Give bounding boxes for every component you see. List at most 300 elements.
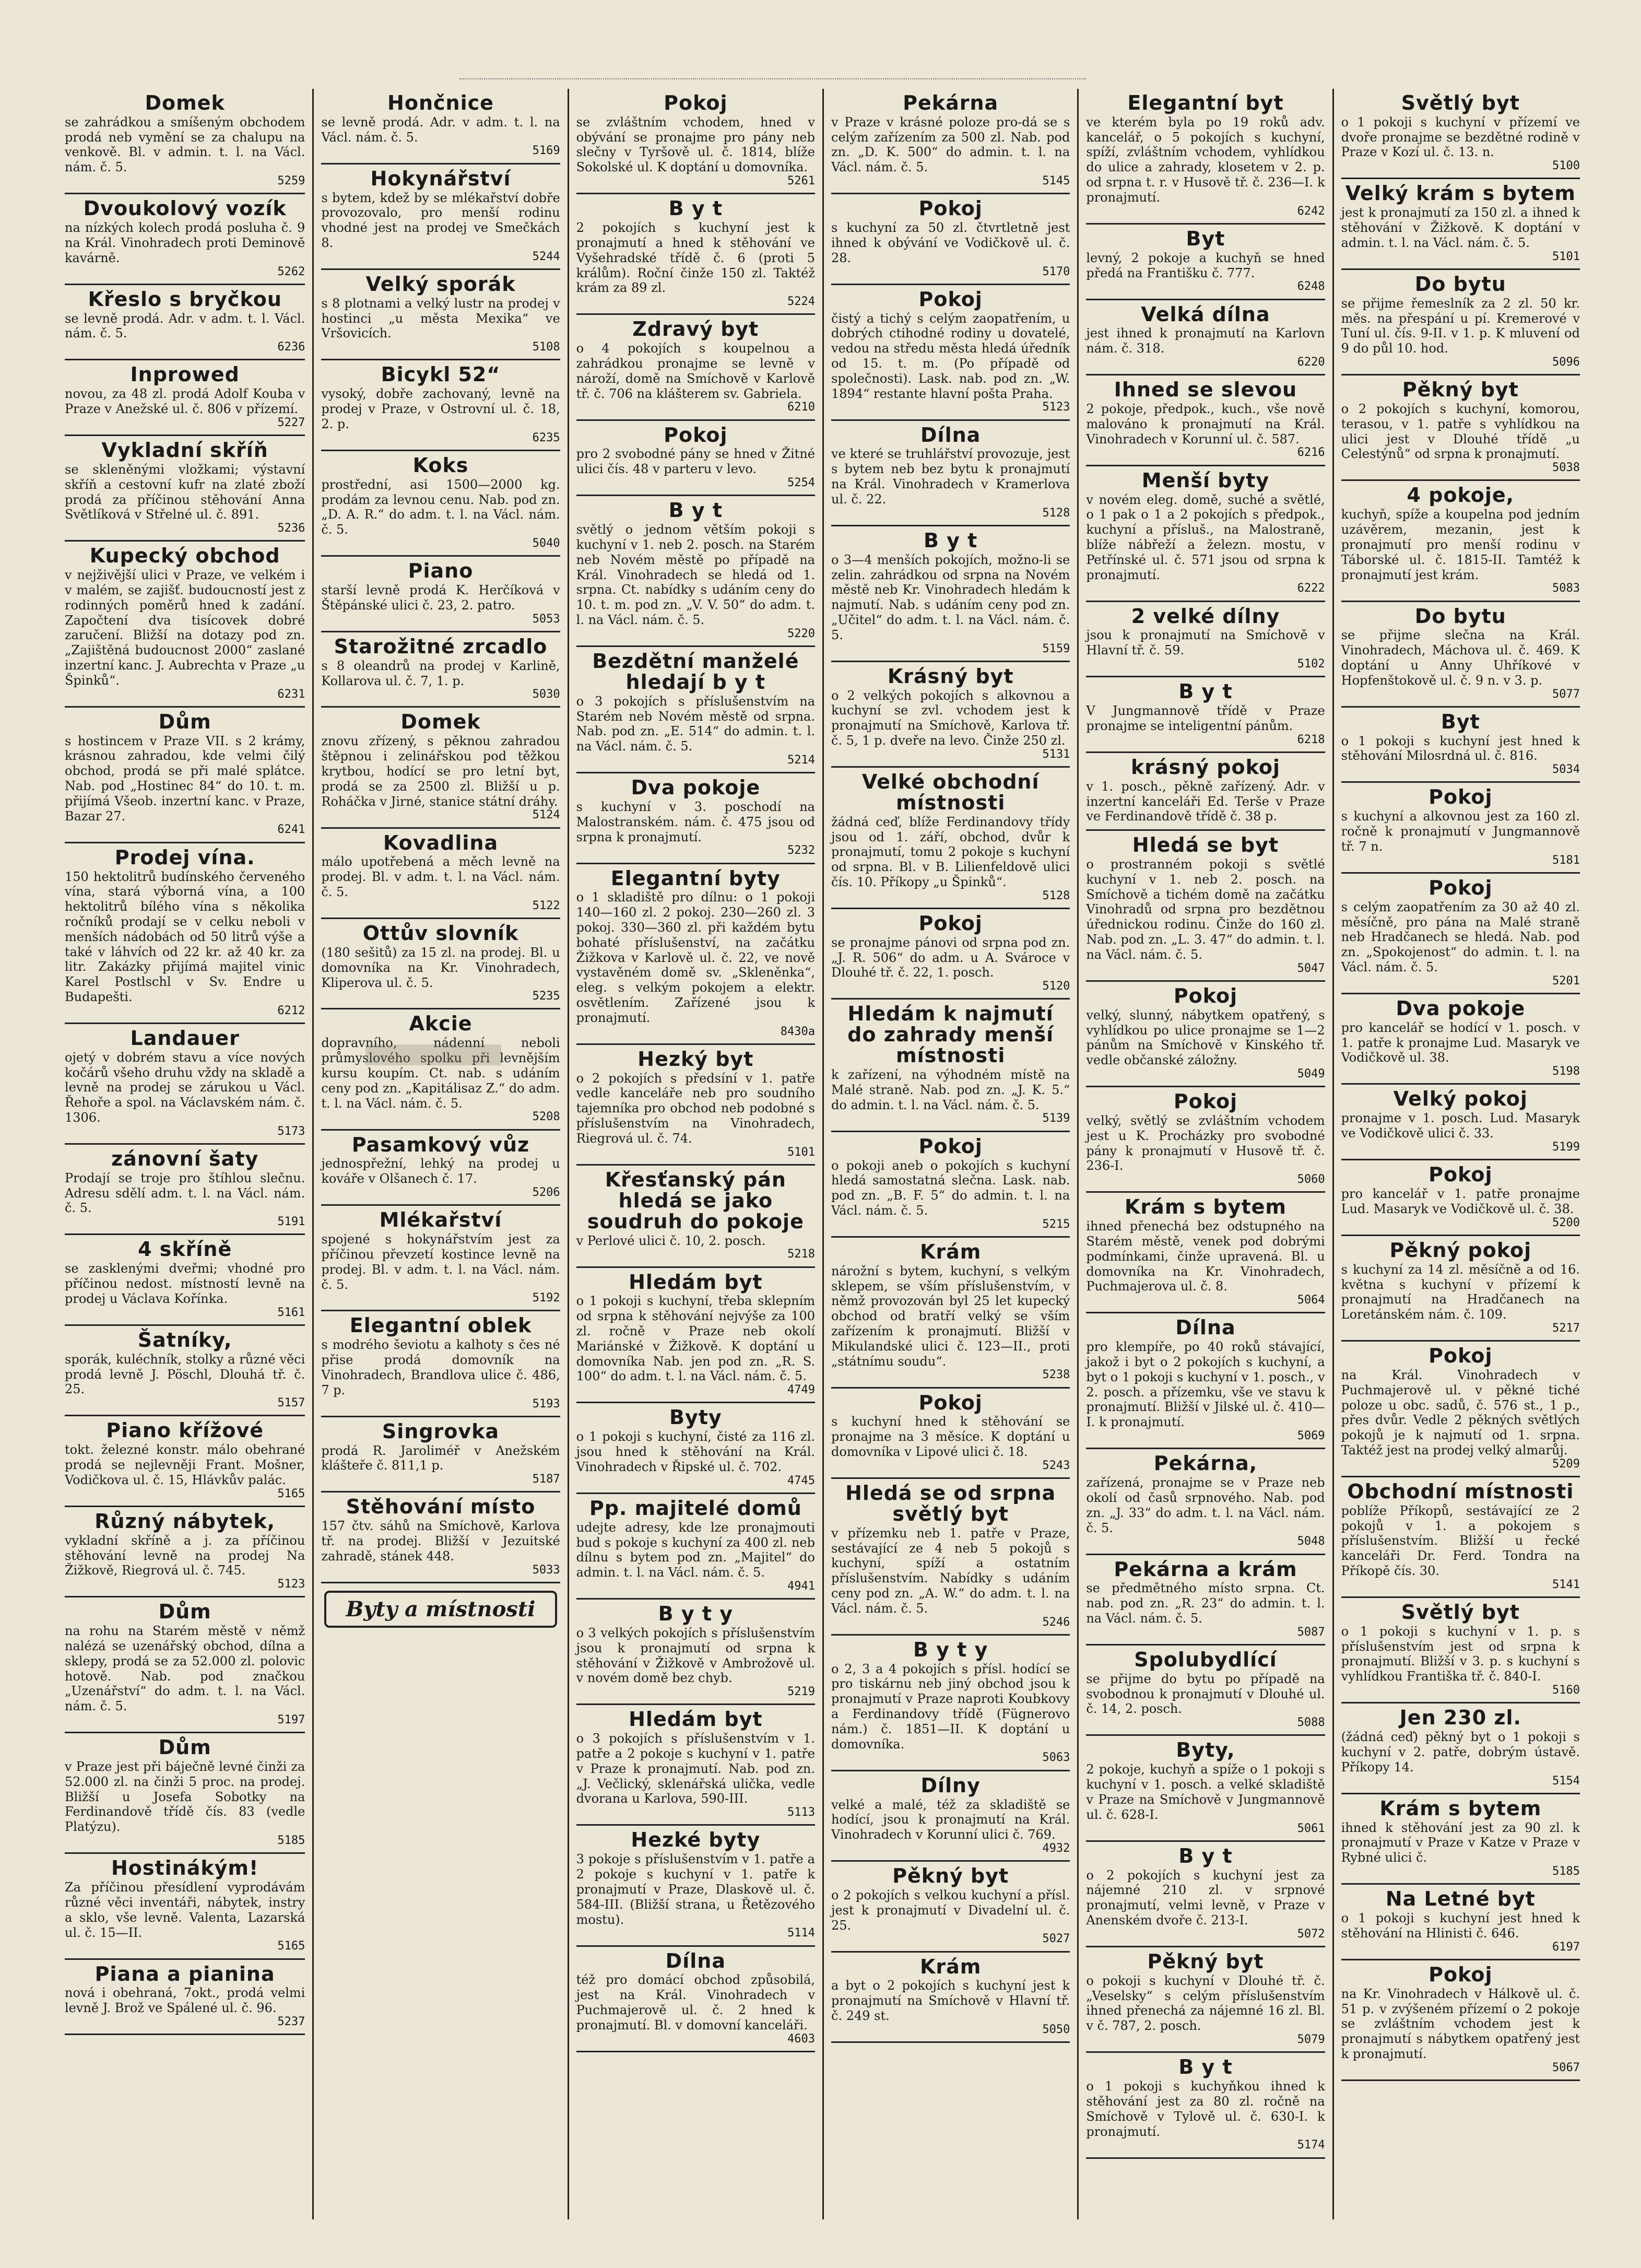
classified-ad bbox=[1341, 1236, 1580, 1342]
ad-number: 5198 bbox=[1552, 1065, 1580, 1078]
ad-text: s 8 plotnami a velký lustr na prodej v hostinci „u města Mexika“ ve Vršovicích. bbox=[321, 296, 560, 341]
ad-number: 5159 bbox=[1042, 642, 1070, 655]
ad-text: pro kancelář se hodící v 1. posch. v 1. patře k pronajme Lud. Masaryk ve Vodičkově ul. 38. bbox=[1341, 1020, 1580, 1065]
classified-ad bbox=[321, 919, 560, 1009]
classified-ad bbox=[831, 421, 1070, 526]
ad-title: Ihned se slevou bbox=[1114, 378, 1297, 402]
classified-ad bbox=[831, 1771, 1070, 1862]
ad-number: 5191 bbox=[277, 1215, 305, 1229]
ad-title: 4 skříně bbox=[138, 1238, 232, 1261]
ad-title: Koks bbox=[412, 453, 469, 477]
ad-number: 5157 bbox=[277, 1396, 305, 1410]
classified-ad bbox=[576, 1494, 815, 1600]
ad-title: Světlý byt bbox=[1401, 91, 1520, 114]
ad-title: Hokynářství bbox=[370, 167, 511, 190]
classified-ad bbox=[321, 1206, 560, 1311]
classified-ad bbox=[321, 708, 560, 828]
ad-number: 5262 bbox=[277, 265, 305, 278]
ad-number: 5053 bbox=[532, 612, 560, 626]
ad-number: 5064 bbox=[1297, 1294, 1325, 1307]
ad-title: Dva pokoje bbox=[631, 776, 761, 800]
ad-number: 5113 bbox=[787, 1806, 815, 1819]
classified-ad bbox=[1086, 1313, 1325, 1449]
ad-title: Singrovka bbox=[382, 1419, 500, 1443]
ad-title: Krásný byt bbox=[887, 664, 1014, 688]
ad-text: ihned k stěhování jest za 90 zl. k pronajmutí v Praze v Katze v Praze v Rybné ulici č. bbox=[1341, 1820, 1580, 1865]
classified-ad bbox=[576, 89, 815, 194]
ad-text: na nízkých kolech prodá posluha č. 9 na Král. Vinohradech proti Deminově kavárně. bbox=[65, 220, 305, 265]
classified-ad bbox=[65, 843, 305, 1024]
ad-number: 5236 bbox=[277, 522, 305, 535]
ad-number: 5246 bbox=[1042, 1615, 1070, 1629]
ad-number: 5224 bbox=[787, 295, 815, 309]
ad-number: 5170 bbox=[1042, 265, 1070, 278]
ad-text: o 3 velkých pokojích s příslušenstvím jsou k pronajmutí od srpna k stěhování v Žižkově v Ambrožově ul. v novém domě bez chyb. bbox=[576, 1626, 815, 1686]
ad-text: s kuchyní za 14 zl. měsíčně a od 16. května s kuchyní v přízemí k pronajmutí na Hradčanech na Loretánském nám. č. 109. bbox=[1341, 1262, 1580, 1322]
classified-ad bbox=[321, 360, 560, 451]
classified-ad bbox=[1086, 1736, 1325, 1841]
ad-text: V Jungmannově třídě v Praze pronajme se inteligentní pánům. bbox=[1086, 703, 1325, 733]
ad-title: Pokoj bbox=[1173, 984, 1238, 1007]
ad-number: 5201 bbox=[1552, 974, 1580, 988]
ad-text: v nejživější ulici v Praze, ve velkém i v malém, se zajišť. budoucností jest z rodinných poměrů hned k zadání. Započtení dva tisícovek dobré zaručení. Bližší na dotazy pod zn. „Zajištěná budoucnost 2000“ zaslané inzertní kanc. J. Aubrechta v Praze „u Špinků“. bbox=[65, 568, 305, 688]
classified-ad bbox=[576, 496, 815, 647]
ad-text: pronajme v 1. posch. Lud. Masaryk ve Vodičkově ulici č. 33. bbox=[1341, 1111, 1580, 1141]
ad-text: o 2 pokojích s kuchyní jest za nájemné 210 zl. v srpnové pronajmutí, velmi levně, v Praze v Anenském dvoře č. 213-I. bbox=[1086, 1867, 1325, 1928]
ad-text: spojené s hokynářstvím jest za příčinou převzetí kostince levně na prodej. Bl. v adm. t. l. na Václ. nám. č. 5. bbox=[321, 1232, 560, 1292]
ad-number: 5161 bbox=[277, 1306, 305, 1319]
ad-title: Piano bbox=[408, 559, 474, 583]
ad-title: Bicykl 52“ bbox=[381, 363, 501, 386]
ad-title: Do bytu bbox=[1414, 272, 1506, 296]
classified-ad bbox=[1341, 1885, 1580, 1960]
ad-text: novou, za 48 zl. prodá Adolf Kouba v Praze v Anežské ul. č. 806 v přízemí. bbox=[65, 386, 305, 417]
ad-number: 5088 bbox=[1297, 1716, 1325, 1730]
classified-ad bbox=[831, 285, 1070, 421]
ad-title: Krám s bytem bbox=[1379, 1796, 1542, 1820]
classified-ad bbox=[1086, 1555, 1325, 1646]
ad-number: 5083 bbox=[1552, 582, 1580, 595]
ad-number: 6235 bbox=[532, 431, 560, 444]
ad-text: s celým zaopatřením za 30 až 40 zl. měsíčně, pro pána na Malé straně neb Hradčanech se hledá. Nab. pod zn. „Spokojenost“ do admin. t. l. na Václ. nám. č. 5. bbox=[1341, 899, 1580, 975]
ad-text: málo upotřebená a měch levně na prodej. Bl. v adm. t. l. na Václ. nám. č. 5. bbox=[321, 854, 560, 900]
ad-title: Mlékařství bbox=[379, 1208, 502, 1232]
classified-ad bbox=[1086, 1449, 1325, 1555]
ad-text: ve kterém byla po 19 roků adv. kancelář, o 5 pokojích s kuchyní, spíží, zvláštním vchodem, vyhlídkou do ulice a zahrady, klosetem v 2. p. od srpna t. r. v Husově tř. č. 236—I. k pronajmutí. bbox=[1086, 114, 1325, 205]
ad-number: 5244 bbox=[532, 250, 560, 263]
ad-title: Dílna bbox=[1175, 1316, 1236, 1339]
classified-ad bbox=[321, 451, 560, 557]
ad-text: Prodají se troje pro štíhlou slečnu. Adresu sdělí adm. t. l. na Václ. nám. č. 5. bbox=[65, 1170, 305, 1216]
classified-ad bbox=[1341, 783, 1580, 873]
ad-text: kuchyň, spíže a koupelna pod jedním uzávěrem, mezanin, jest k pronajmutí pro menší rodinu v Táborské ul. č. 1815-II. Tamtéž k pronajmutí jest krám. bbox=[1341, 507, 1580, 582]
ad-title: Stěhování místo bbox=[346, 1495, 536, 1519]
ad-text: o 2 pokojích s předsíní v 1. patře vedle kanceláře neb pro soudního tajemníka pro obchod neb podobné s příslušenstvím na Vinohradech, Riegrová ul. č. 74. bbox=[576, 1071, 815, 1146]
classified-ad bbox=[1086, 1646, 1325, 1736]
page-header-rule bbox=[459, 78, 1086, 85]
ad-text: v přízemku neb 1. patře v Praze, sestávající ze 4 neb 5 pokojů s kuchyní, spíží a ostatním příslušenstvím. Nabídky s udáním ceny pod zn. „A. W.“ do adm. t. l. na Václ. nám. č. 5. bbox=[831, 1525, 1070, 1616]
classified-ad bbox=[576, 773, 815, 864]
ad-number: 5192 bbox=[532, 1291, 560, 1305]
ad-title: Pokoj bbox=[1429, 1344, 1493, 1368]
ad-text: velké a malé, též za skladiště se hodící, jsou k pronajmutí na Král. Vinohradech v Korunní ulici č. 769. bbox=[831, 1797, 1070, 1842]
ad-text: o 1 pokoji s kuchyní, třeba sklepním od srpna k stěhování nejvýše za 100 zl. ročně v Praze neb okolí Mariánské v Žižkově. K doptání u domovníka Nab. jen pod zn. „R. S. 100“ do adm. t. l. na Václ. nám. č. 5. bbox=[576, 1294, 815, 1384]
ad-number: 5050 bbox=[1042, 2023, 1070, 2036]
ad-text: pro 2 svobodné pány se hned v Žitné ulici čís. 48 v parteru v levo. bbox=[576, 446, 815, 477]
ad-title: Pokoj bbox=[664, 91, 728, 114]
classified-ad bbox=[321, 164, 560, 270]
ad-title: Křeslo s bryčkou bbox=[88, 287, 282, 311]
ad-number: 4603 bbox=[787, 2032, 815, 2046]
classified-ad bbox=[1341, 874, 1580, 994]
ad-number: 5128 bbox=[1042, 889, 1070, 902]
ad-text: (žádná ceď) pěkný byt o 1 pokoji s kuchyní v 2. patře, dobrým ústavě. Příkopy 14. bbox=[1341, 1730, 1580, 1775]
ad-text: prodá R. Jaroliméř v Anežském klášteře č. 811,1 p. bbox=[321, 1443, 560, 1473]
ad-title: Inprowed bbox=[130, 363, 240, 386]
classified-ad bbox=[321, 270, 560, 360]
print-smudge bbox=[365, 1044, 501, 1065]
classified-ad bbox=[65, 708, 305, 843]
classified-ad bbox=[831, 768, 1070, 909]
ad-number: 5220 bbox=[787, 627, 815, 640]
ad-text: na Král. Vinohradech v Puchmajerově ul. v pěkné tiché poloze u obc. sadů, č. 576 st., 1 p., přes dvůr. Vedle 2 pěkných světlých pokojů je k najmutí od 1. srpna. Taktéž jest na prodej velký almarůj. bbox=[1341, 1367, 1580, 1458]
column-4 bbox=[822, 89, 1077, 2219]
ad-number: 5141 bbox=[1552, 1578, 1580, 1591]
classified-ad bbox=[65, 89, 305, 194]
classified-ad bbox=[1341, 270, 1580, 375]
column-2 bbox=[312, 89, 567, 2219]
ad-text: 2 pokoje, kuchyň a spíže o 1 pokoji s kuchyní v 1. posch. a velké skladiště v Praze na Smíchově v Jungmannově ul. č. 628-I. bbox=[1086, 1762, 1325, 1822]
ad-title: Byty bbox=[669, 1406, 722, 1429]
ad-text: s kuchyní hned k stěhování se pronajme na 3 měsíce. K doptání u domovníka v Lipové ulici č. 18. bbox=[831, 1414, 1070, 1460]
ad-text: o pokoji aneb o pokojích s kuchyní hledá samostatná slečna. Lask. nab. pod zn. „B. F. 5“ do admin. t. l. na Václ. nám. č. 5. bbox=[831, 1158, 1070, 1218]
ad-text: sporák, kuléchník, stolky a různé věci prodá levně J. Pöschl, Dlouhá tř. č. 25. bbox=[65, 1352, 305, 1397]
ad-text: 2 pokoje, předpok., kuch., vše nově malováno k pronajmutí na Král. Vinohradech v Korunní ul. č. 587. bbox=[1086, 402, 1325, 446]
classified-ad bbox=[321, 1009, 560, 1130]
classified-ad bbox=[65, 1507, 305, 1597]
classified-ad bbox=[321, 632, 560, 708]
ad-number: 5122 bbox=[532, 899, 560, 912]
ad-title: B y t y bbox=[913, 1638, 988, 1661]
classified-ad bbox=[65, 1235, 305, 1325]
ad-text: se přijme slečna na Král. Vinohradech, Máchova ul. č. 469. K doptání u Anny Uhříkové v Hopfenštokově ul. č. 9 n. v 3. p. bbox=[1341, 628, 1580, 688]
ad-number: 8430a bbox=[780, 1025, 815, 1038]
ad-number: 6216 bbox=[1297, 446, 1325, 460]
ad-text: k zařízení, na výhodném místě na Malé straně. Nab. pod zn. „J. K. 5.“ do admin. t. l. na Václ. nám. č. 5. bbox=[831, 1067, 1070, 1112]
ad-title: Hledám byt bbox=[629, 1270, 763, 1294]
ad-text: dopravního, nádenní neboli průmyslového spolku při levnějším kursu koupím. Ct. nab. s udáním ceny pod zn. „Kapitálisaz Z.“ do adm. t. l. na Václ. nám. č. 5. bbox=[321, 1036, 560, 1111]
ad-title: Bezdětní manželé hledají b y t bbox=[592, 649, 799, 694]
classified-ad bbox=[1086, 677, 1325, 753]
ad-number: 5227 bbox=[277, 416, 305, 429]
ad-title: Pokoj bbox=[918, 911, 983, 935]
ad-title: Pasamkový vůz bbox=[351, 1133, 530, 1156]
ad-title: Pokoj bbox=[1429, 876, 1493, 899]
ad-title: Dvoukolový vozík bbox=[83, 197, 287, 220]
ad-number: 5087 bbox=[1297, 1625, 1325, 1639]
classified-ad bbox=[1341, 1342, 1580, 1477]
ad-text: o 1 pokoji s kuchyní jest hned k stěhování Milosrdná ul. č. 816. bbox=[1341, 733, 1580, 763]
classified-ad bbox=[1341, 1598, 1580, 1703]
ad-number: 5219 bbox=[787, 1685, 815, 1699]
ad-title: B y t bbox=[668, 197, 723, 220]
ad-number: 5173 bbox=[277, 1124, 305, 1138]
ad-title: Domek bbox=[400, 710, 481, 734]
ad-title: Velké obchodní místnosti bbox=[861, 770, 1040, 814]
ad-title: B y t bbox=[668, 499, 723, 522]
classified-ad bbox=[65, 1145, 305, 1235]
classified-ad bbox=[576, 647, 815, 773]
ad-number: 5047 bbox=[1297, 961, 1325, 975]
ad-number: 5243 bbox=[1042, 1459, 1070, 1472]
ad-title: Elegantní byty bbox=[610, 866, 781, 890]
ad-number: 5120 bbox=[1042, 980, 1070, 993]
ad-number: 6242 bbox=[1297, 204, 1325, 218]
ad-text: jest k pronajmutí za 150 zl. a ihned k stěhování v Žižkově. K doptání v admin. t. l. na Václ. nám. č. 5. bbox=[1341, 205, 1580, 250]
ad-number: 5208 bbox=[532, 1110, 560, 1124]
classified-ad bbox=[576, 1600, 815, 1705]
ad-title: Hledám k najmutí do zahrady menší místnosti bbox=[847, 1002, 1054, 1067]
ad-number: 5181 bbox=[1552, 853, 1580, 867]
classified-ad bbox=[576, 1166, 815, 1268]
ad-number: 5123 bbox=[277, 1578, 305, 1591]
ad-number: 5096 bbox=[1552, 356, 1580, 369]
ad-title: Zdravý byt bbox=[632, 318, 759, 341]
ad-number: 5048 bbox=[1297, 1535, 1325, 1548]
classified-ad bbox=[321, 557, 560, 632]
ad-title: Menší byty bbox=[1141, 468, 1270, 492]
ad-text: jsou k pronajmutí na Smíchově v Hlavní tř. č. 59. bbox=[1086, 628, 1325, 658]
ad-text: 2 pokojích s kuchyní jest k pronajmutí a hned k stěhování ve Vyšehradské třídě č. 6 (proti 5 králům). Roční činže 150 zl. Taktéž krám za 89 zl. bbox=[576, 220, 815, 296]
ad-title: Kovadlina bbox=[383, 831, 499, 854]
classified-ad bbox=[1341, 481, 1580, 602]
ad-number: 5038 bbox=[1552, 461, 1580, 475]
ad-number: 5108 bbox=[532, 340, 560, 354]
ad-text: se zasklenými dveřmi; vhodné pro příčinou nedost. místností levně na prodej u Václava Kořínka. bbox=[65, 1261, 305, 1306]
ad-title: Pokoj bbox=[1429, 1963, 1493, 1986]
ad-title: Krám bbox=[919, 1955, 982, 1978]
ad-text: s modrého ševiotu a kalhoty s čes né přise prodá domovník na Vinohradech, Brandlova ulice č. 486, 7 p. bbox=[321, 1337, 560, 1397]
ad-number: 5061 bbox=[1297, 1822, 1325, 1835]
ad-title: Elegantní oblek bbox=[349, 1314, 532, 1337]
classified-ad bbox=[1341, 602, 1580, 708]
ad-number: 5154 bbox=[1552, 1774, 1580, 1788]
ad-title: Pokoj bbox=[664, 423, 728, 446]
classified-ad bbox=[65, 194, 305, 285]
ad-title: Dům bbox=[158, 710, 211, 733]
classified-ad bbox=[1341, 994, 1580, 1085]
ad-number: 6212 bbox=[277, 1004, 305, 1017]
ad-title: Vykladní skříň bbox=[101, 439, 268, 462]
ad-text: nárožní s bytem, kuchyní, s velkým sklepem, se vším příslušenstvím, v němž provozován byl 25 let kupecký obchod od bratří velký se vším zařízením k pronajmutí. Bližší v Mikulandské ulici č. 123—II., proti „státnímu soudu“. bbox=[831, 1263, 1070, 1369]
ad-text: s kuchyní za 50 zl. čtvrtletně jest ihned k obývání ve Vodičkově ul. č. 28. bbox=[831, 220, 1070, 265]
ad-title: B y t bbox=[1178, 1844, 1233, 1867]
ad-title: B y t bbox=[1178, 2055, 1233, 2079]
classified-ad bbox=[1086, 1842, 1325, 1947]
ad-text: o prostranném pokoji s světlé kuchyní v 1. neb 2. posch. na Smíchově a tichém domě na začátku Vinohradů od srpna pro bezdětnou úřednickou rodinu. Činže do 160 zl. Nab. pod zn. „L. 3. 47“ do admin. t. l. na Václ. nám. č. 5. bbox=[1086, 857, 1325, 962]
ad-number: 6236 bbox=[277, 340, 305, 354]
ad-title: 4 pokoje, bbox=[1407, 484, 1515, 507]
ad-title: Piano křížové bbox=[106, 1419, 264, 1442]
ad-title: Pekárna, bbox=[1153, 1452, 1258, 1475]
ad-number: 4745 bbox=[787, 1474, 815, 1487]
ad-title: Dva pokoje bbox=[1396, 997, 1526, 1020]
ad-text: o 3 pokojích s příslušenstvím v 1. patře a 2 pokoje s kuchyní v 1. patře v Praze k pronajmutí. Nab. pod zn. „J. Večlický, sklenářská ulička, vedle dvorana u Karlova, 590-III. bbox=[576, 1731, 815, 1806]
classified-ad bbox=[1341, 708, 1580, 783]
ad-number: 5145 bbox=[1042, 174, 1070, 188]
ad-text: na rohu na Starém městě v němž nalézá se uzenářský obchod, dílna a sklepy, prodá se za 52.000 zl. polovic hotově. Nab. pod značkou „Uzenářství“ do adm. t. l. na Václ. nám. č. 5. bbox=[65, 1624, 305, 1714]
ad-text: ojetý v dobrém stavu a více nových kočárů všeho druhu vždy na skladě a levně na prodej se zárukou u Václ. Řehoře a spol. na Václavském nám. č. 1306. bbox=[65, 1050, 305, 1125]
ad-title: Šatníky, bbox=[137, 1328, 232, 1352]
classified-ad bbox=[831, 662, 1070, 768]
classified-ad bbox=[576, 864, 815, 1045]
ad-number: 5131 bbox=[1042, 747, 1070, 761]
ad-text: o 4 pokojích s koupelnou a zahrádkou pronajme se levně v nároží, domě na Smíchově v Karlově tř. č. 706 na klášterem sv. Gabriela. bbox=[576, 341, 815, 401]
ad-text: o 2 pokojích s velkou kuchyní a přísl. jest k pronajmutí v Divadelní ul. č. 25. bbox=[831, 1888, 1070, 1933]
ad-text: o 1 pokoji s kuchyní, čisté za 116 zl. jsou hned k stěhování na Král. Vinohradech v Řipské ul. č. 702. bbox=[576, 1429, 815, 1474]
classified-ad bbox=[65, 1733, 305, 1854]
classified-ad bbox=[1086, 753, 1325, 831]
ad-title: Pokoj bbox=[918, 1391, 983, 1414]
classified-ad bbox=[831, 1389, 1070, 1479]
ad-number: 5199 bbox=[1552, 1140, 1580, 1154]
classified-ad bbox=[831, 1479, 1070, 1636]
ad-text: o 3 pokojích s příslušenstvím na Starém neb Novém městě od srpna. Nab. pod zn. „E. 514“ do admin. t. l. na Václ. nám. č. 5. bbox=[576, 694, 815, 754]
ad-title: Pokoj bbox=[1429, 1163, 1493, 1186]
ad-number: 5214 bbox=[787, 753, 815, 767]
classified-ad bbox=[321, 1311, 560, 1417]
ad-title: Pekárna bbox=[903, 91, 999, 114]
ad-title: Velký pokoj bbox=[1393, 1087, 1528, 1111]
ad-number: 5165 bbox=[277, 1487, 305, 1500]
ad-text: se levně prodá. Adr. v adm. t. l. Václ. nám. č. 5. bbox=[65, 311, 305, 341]
classified-ad bbox=[576, 421, 815, 497]
classified-ad bbox=[1341, 1794, 1580, 1885]
ad-title: Byt bbox=[1186, 227, 1225, 250]
classified-ad bbox=[65, 1024, 305, 1145]
classified-ad bbox=[1086, 300, 1325, 376]
ad-text: znovu zřízený, s pěknou zahradou štěpnou i zelinářskou pod těžkou krytbou, hodící se pro letní byt, prodá se za 2500 zl. Bližší u p. Roháčka v Jirné, stanice státní dráhy. bbox=[321, 734, 560, 809]
ad-text: se přijme do bytu po případě na svobodnou k pronajmutí v Dlouhé ul. č. 14, 2. posch. bbox=[1086, 1671, 1325, 1717]
ad-text: v novém eleg. domě, suché a světlé, o 1 pak o 1 a 2 pokojích s předpok., kuchyní a přísluš., na Malostraně, blíže nábřeží a železn. mostu, v Petřínské ul. č. 571 jsou od srpna k pronajmutí. bbox=[1086, 492, 1325, 582]
classified-ad bbox=[1341, 1960, 1580, 2081]
column-1 bbox=[57, 89, 312, 2219]
ad-title: Ottův slovník bbox=[362, 922, 519, 945]
classified-ad bbox=[1086, 466, 1325, 602]
ad-number: 5259 bbox=[277, 174, 305, 188]
ad-text: udejte adresy, kde lze pronajmouti bud s pokoje s kuchyní za 400 zl. neb dílnu s bytem pod zn. „Majitel“ do admin. t. l. na Václ. nám. č. 5. bbox=[576, 1520, 815, 1580]
ad-title: Pěkný byt bbox=[892, 1864, 1009, 1888]
classified-ad bbox=[321, 1417, 560, 1493]
ad-text: ve které se truhlářství provozuje, jest s bytem neb bez bytu k pronajmutí na Král. Vinohradech v Kramerlova ul. č. 22. bbox=[831, 446, 1070, 507]
ad-text: nová i obehraná, 7okt., prodá velmi levně J. Brož ve Spálené ul. č. 96. bbox=[65, 1985, 305, 2016]
classified-ad bbox=[1341, 89, 1580, 179]
ad-text: Za příčinou přesídlení vyprodávám různé věci inventáři, nábytek, instry a sklo, vše levně. Valenta, Lazarská ul. č. 15—II. bbox=[65, 1880, 305, 1940]
ad-title: Velká dílna bbox=[1141, 302, 1270, 326]
classified-ad bbox=[831, 1000, 1070, 1132]
ad-text: prostřední, asi 1500—2000 kg. prodám za levnou cenu. Nab. pod zn. „D. A. R.“ do adm. t. l. na Václ. nám. č. 5. bbox=[321, 477, 560, 537]
ad-number: 5067 bbox=[1552, 2061, 1580, 2074]
ad-number: 5235 bbox=[532, 990, 560, 1003]
ad-text: se předmětného místo srpna. Ct. nab. pod zn. „R. 23“ do admin. t. l. na Václ. nám. č. 5. bbox=[1086, 1581, 1325, 1626]
ad-title: B y t bbox=[1178, 680, 1233, 703]
ad-title: Krám s bytem bbox=[1124, 1195, 1286, 1219]
ad-number: 5185 bbox=[1552, 1865, 1580, 1878]
classified-ad bbox=[65, 436, 305, 542]
ad-number: 4932 bbox=[1042, 1841, 1070, 1855]
ad-number: 5101 bbox=[787, 1145, 815, 1159]
classified-ad bbox=[65, 542, 305, 707]
ad-text: žádná ceď, blíže Ferdinandovy třídy jsou od 1. září, obchod, dvůr k pronajmutí, tomu 2 pokoje s kuchyní od srpna. Bl. v B. Lilienfeldově ulici čís. 10. Příkopy „u Špinků“. bbox=[831, 814, 1070, 889]
ad-title: Křesťanský pán hledá se jako soudruh do pokoje bbox=[587, 1168, 804, 1233]
ad-title: 2 velké dílny bbox=[1131, 604, 1280, 628]
ad-number: 5193 bbox=[532, 1397, 560, 1411]
ad-text: též pro domácí obchod způsobilá, jest na Král. Vinohradech v Puchmajerově ul. č. 2 hned k pronajmutí. Bl. v domovní kanceláři. bbox=[576, 1972, 815, 2032]
ad-title: Pokoj bbox=[918, 197, 983, 220]
classified-ad bbox=[576, 1705, 815, 1826]
classified-ad bbox=[65, 1854, 305, 1959]
ad-number: 5040 bbox=[532, 536, 560, 550]
ad-text: velký, světlý se zvláštním vchodem jest u K. Procházky pro svobodné pány k pronajmutí v Husově tř. č. 236-I. bbox=[1086, 1113, 1325, 1173]
ad-text: v Praze v krásné poloze pro-dá se s celým zařízením za 500 zl. Nab. pod zn. „D. K. 500“ do admin. t. l. na Václ. nám. č. 5. bbox=[831, 114, 1070, 175]
ad-number: 6220 bbox=[1297, 356, 1325, 369]
classified-ad bbox=[576, 1403, 815, 1494]
ad-number: 5069 bbox=[1297, 1429, 1325, 1443]
ad-text: s 8 oleandrů na prodej v Karlině, Kollarova ul. č. 7, 1. p. bbox=[321, 658, 560, 688]
ad-title: Hledám byt bbox=[629, 1708, 763, 1731]
classified-ad bbox=[1086, 1193, 1325, 1313]
ad-text: o 1 skladiště pro dílnu: o 1 pokoji 140—160 zl. 2 pokoj. 230—260 zl. 3 pokoj. 330—360 zl. při každém bytu bohaté příslušenství, na začátku Žižkova v Karlově ul. č. 22, ve nově vystavěném domě sv. „Skleněnka“, eleg. s velkým pokojem a elektr. osvětlením. Zařízené jsou k pronajmutí. bbox=[576, 890, 815, 1025]
ad-number: 5237 bbox=[277, 2015, 305, 2028]
classified-ad bbox=[1086, 89, 1325, 225]
ad-number: 5034 bbox=[1552, 763, 1580, 777]
classified-ad bbox=[831, 89, 1070, 194]
ad-text: čistý a tichý s celým zaopatřením, u dobrých ctihodné rodiny u dovatelé, vedou na středu města hledá úředník od 15. t. m. (Po případě od společnosti). Lask. nab. pod zn. „W. 1894“ restante hlavní pošta Praha. bbox=[831, 311, 1070, 401]
ad-title: Pokoj bbox=[1429, 785, 1493, 809]
ad-title: Pěkný pokoj bbox=[1389, 1238, 1532, 1262]
ad-number: 4941 bbox=[787, 1579, 815, 1593]
ad-title: krásný pokoj bbox=[1130, 755, 1280, 779]
ad-text: o 2, 3 a 4 pokojích s přísl. hodící se pro tiskárnu neb jiný obchod jsou k pronajmutí v Praze naproti Koubkovy a Ferdinandovy třídě (Fügnerovo nám.) č. 1851—II. K doptání u domovníka. bbox=[831, 1661, 1070, 1752]
ad-number: 6231 bbox=[277, 687, 305, 701]
ad-number: 6197 bbox=[1552, 1940, 1580, 1954]
ad-number: 5102 bbox=[1297, 657, 1325, 671]
ad-text: o 1 pokoji s kuchyní jest hned k stěhování na Hlinisti č. 646. bbox=[1341, 1911, 1580, 1941]
ad-text: 3 pokoje s příslušenstvím v 1. patře a 2 pokoje s kuchyní v 1. patře k pronajmutí v Praze, Dlaskově ul. č. 584-III. (Bližší strana, u Řetězového mostu). bbox=[576, 1852, 815, 1927]
ad-text: v Praze jest při báječně levné činži za 52.000 zl. na činži 5 proc. na prodej. Bližší u Josefa Sobotky na Ferdinandově třídě čís. 83 (vedle Platýzu). bbox=[65, 1759, 305, 1835]
ad-title: Prodej vína. bbox=[114, 845, 255, 869]
ad-title: Velký krám s bytem bbox=[1345, 182, 1576, 205]
classified-ad bbox=[1086, 1947, 1325, 2053]
ad-number: 5218 bbox=[787, 1248, 815, 1261]
classified-ad bbox=[576, 1826, 815, 1946]
ad-number: 5160 bbox=[1552, 1684, 1580, 1697]
ad-text: se přijme řemeslník za 2 zl. 50 kr. měs. na přespání u pí. Kremerové v Tuní ul. čís. 9-II. v 1. p. K mluvení od 9 do půl 10. hod. bbox=[1341, 296, 1580, 356]
classified-ad bbox=[576, 194, 815, 315]
ad-number: 6218 bbox=[1297, 733, 1325, 746]
ad-text: o 3—4 menších pokojích, možno-li se zelin. zahrádkou od srpna na Novém městě neb Kr. Vinohradech hledám k najmutí. Nab. s udáním ceny pod zn. „Učitel“ do adm. t. l. na Václ. nám. č. 5. bbox=[831, 552, 1070, 642]
column-6 bbox=[1332, 89, 1587, 2219]
classified-ad bbox=[576, 1947, 815, 2052]
section-banner: Byty a místnosti bbox=[324, 1591, 557, 1628]
ad-text: vykladní skříně a j. za příčinou stěhování levně na prodej Na Žižkově, Riegrová ul. č. 745. bbox=[65, 1533, 305, 1578]
ad-number: 5206 bbox=[532, 1186, 560, 1200]
ad-title: Do bytu bbox=[1414, 604, 1506, 628]
ad-title: Krám bbox=[919, 1240, 982, 1263]
ad-number: 5254 bbox=[787, 476, 815, 490]
ad-text: 150 hektolitrů budínského červeného vína, stará výborná vína, a 100 hektolitrů bílého vína s několika ročníků prodají se v celku neboli v menších nádobách od 50 litrů výše a také v láhvích od 22 kr. až 40 kr. za litr. Zakázky přijímá majitel vinic Karel Postlschl v Sv. Endre u Budapešti. bbox=[65, 869, 305, 1004]
ad-title: Dílna bbox=[665, 1949, 726, 1972]
